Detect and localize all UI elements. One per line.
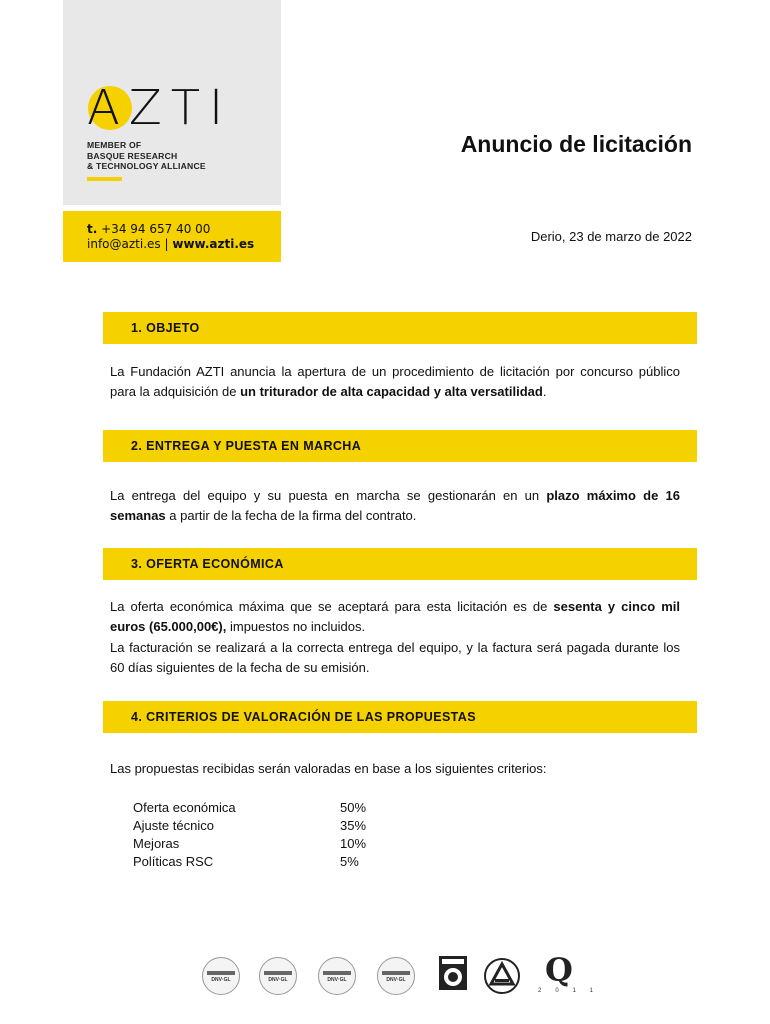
dnv-certification-badge-icon: DNV·GL — [377, 957, 415, 995]
criteria-row — [133, 853, 373, 871]
alliance-line: BASQUE RESEARCH — [87, 150, 178, 161]
section-paragraph: La facturación se realizará a la correcta entrega del equipo, y la factura será pagada durante los 60 días siguientes de la fecha de su emisión. — [110, 640, 680, 675]
text-run: La oferta económica máxima que se aceptará para esta licitación es de — [110, 599, 554, 614]
section-heading-criterios — [103, 701, 697, 733]
q-quality-icon: Q — [545, 951, 573, 989]
section-paragraph — [110, 597, 680, 636]
text-run: . — [542, 383, 547, 399]
dnv-certification-badge-icon: DNV·GL — [259, 957, 297, 995]
alliance-line: & TECHNOLOGY ALLIANCE — [87, 161, 206, 171]
section-heading-oferta — [103, 548, 697, 580]
phone-number[interactable]: +34 94 657 40 00 — [101, 222, 211, 236]
criteria-value: 50% — [340, 800, 367, 815]
criteria-name: Oferta económica — [133, 800, 236, 815]
section-paragraph — [110, 362, 680, 401]
website-link[interactable]: www.azti.es — [172, 237, 255, 251]
q-quality-year: 2011 — [538, 988, 607, 994]
certification-badges — [200, 951, 607, 1000]
page-title: Anuncio de licitación — [460, 131, 692, 157]
criteria-row — [133, 835, 373, 853]
phone-prefix: t. — [87, 222, 98, 236]
alliance-line: MEMBER OF — [87, 140, 142, 150]
bold-text-run: un triturador de alta capacidad y alta versatilidad — [240, 383, 543, 399]
criteria-name: Ajuste técnico — [133, 818, 214, 833]
criteria-value: 10% — [340, 836, 367, 851]
criteria-list — [133, 799, 373, 871]
dnv-certification-badge-icon: DNV·GL — [318, 957, 356, 995]
contact-separator: | — [164, 237, 169, 251]
text-run: La Fundación AZTI anuncia la apertura de un procedimiento de licitación por concurso público para la adquisición de — [110, 364, 680, 399]
accreditation-seal-icon — [483, 957, 521, 995]
text-run: a partir de la fecha de la firma del contrato. — [165, 507, 417, 523]
section-heading-text: 3. OFERTA ECONÓMICA — [131, 557, 284, 571]
document-date: Derio, 23 de marzo de 2022 — [530, 229, 692, 244]
alliance-text — [87, 140, 206, 172]
criteria-value: 35% — [340, 818, 367, 833]
web-line — [87, 237, 254, 251]
section-paragraph — [110, 486, 680, 525]
dnv-certification-badge-icon: DNV·GL — [202, 957, 240, 995]
section-heading-text: 2. ENTREGA Y PUESTA EN MARCHA — [131, 439, 362, 453]
criteria-row — [133, 817, 373, 835]
contact-box — [63, 211, 281, 262]
bold-text-run: sesenta y cinco mil euros (65.000,00€), — [110, 599, 680, 634]
phone-line — [87, 222, 210, 236]
section-heading-objeto — [103, 312, 697, 344]
criteria-intro: Las propuestas recibidas serán valoradas en base a los siguientes criterios: — [110, 761, 547, 776]
section-heading-text: 1. OBJETO — [131, 321, 200, 335]
section-heading-entrega — [103, 430, 697, 462]
bold-text-run: plazo máximo de 16 semanas — [110, 488, 680, 523]
alliance-underline — [87, 177, 122, 181]
logo-panel — [63, 0, 281, 205]
email-link[interactable]: info@azti.es — [87, 237, 161, 251]
section-heading-text: 4. CRITERIOS DE VALORACIÓN DE LAS PROPUESTAS — [131, 710, 476, 724]
azti-logo: AZTI — [87, 80, 233, 136]
quality-seal-icon — [438, 955, 468, 991]
criteria-name: Políticas RSC — [133, 854, 214, 869]
criteria-value: 5% — [340, 854, 359, 869]
text-run: La entrega del equipo y su puesta en marcha se gestionarán en un — [110, 488, 547, 503]
criteria-row — [133, 799, 373, 817]
text-run: impuestos no incluidos. — [226, 618, 366, 634]
criteria-name: Mejoras — [133, 836, 180, 851]
